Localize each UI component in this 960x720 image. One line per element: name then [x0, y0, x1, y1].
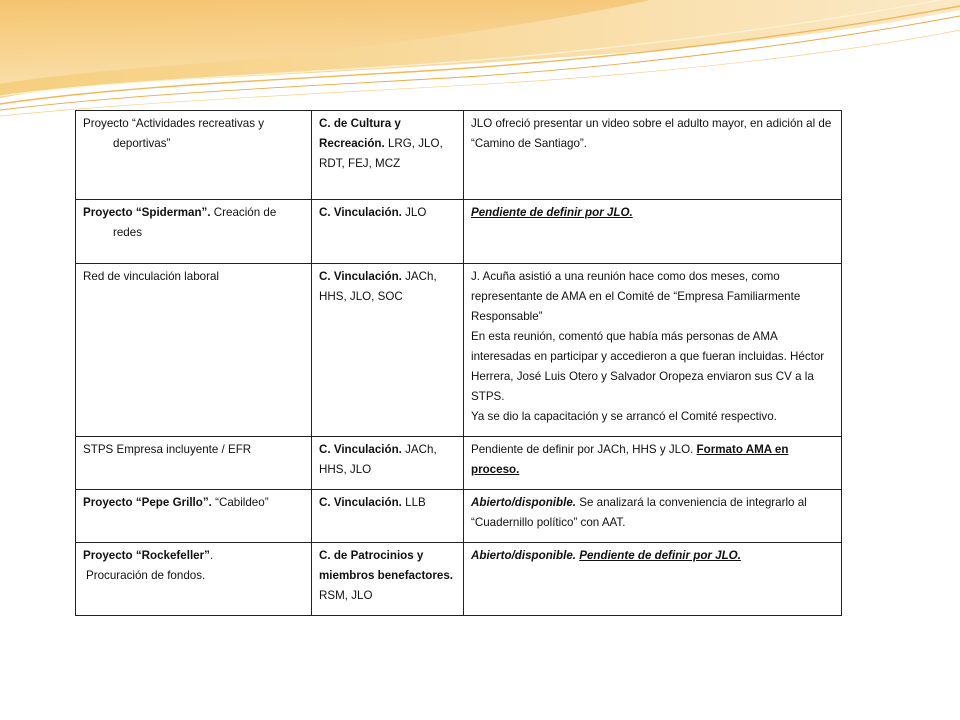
committee-name: C. Vinculación. [319, 270, 402, 283]
table-row [76, 490, 842, 543]
project-cell [76, 200, 312, 264]
table-row [76, 437, 842, 490]
notes-cell [464, 200, 842, 264]
committee-members: JACh, HHS, JLO [319, 443, 437, 476]
notes-text: Pendiente de definir por JACh, HHS y JLO. [471, 443, 697, 456]
project-name-rest: . [209, 549, 214, 562]
notes-paragraph-3: Ya se dio la capacitación y se arrancó el Comité respectivo. [471, 410, 777, 423]
committee-name: C. Vinculación. [319, 206, 402, 219]
notes-cell [464, 490, 842, 543]
committee-members: LLB [401, 496, 426, 509]
committee-cell [312, 200, 464, 264]
committee-name: C. de Cultura y Recreación. [319, 117, 401, 150]
minutes-table [75, 110, 842, 616]
project-name-rest: “Cabildeo” [211, 496, 269, 509]
project-name: Red de vinculación laboral [83, 270, 219, 283]
project-cell [76, 490, 312, 543]
project-name-rest: Creación de redes [113, 206, 277, 239]
project-name: STPS Empresa incluyente / EFR [83, 443, 252, 456]
notes-cell [464, 111, 842, 200]
notes-status: Pendiente de definir por JLO. [471, 206, 633, 219]
notes-paragraph-1: J. Acuña asistió a una reunión hace como dos meses, como representante de AMA en el Comité de “Empresa Familiarmente Responsable” [471, 270, 801, 323]
committee-members: JACh, HHS, JLO, SOC [319, 270, 437, 303]
committee-cell [312, 437, 464, 490]
notes-status: Formato AMA en proceso. [471, 443, 789, 476]
project-cell [76, 111, 312, 200]
project-name-bold: Proyecto “Spiderman”. [83, 206, 211, 219]
table-row [76, 111, 842, 200]
project-cell [76, 437, 312, 490]
committee-name: C. Vinculación. [319, 496, 402, 509]
committee-cell [312, 264, 464, 437]
table-row [76, 200, 842, 264]
notes-text: Se analizará la conveniencia de integrarlo al “Cuadernillo político” con AAT. [471, 496, 807, 529]
notes-cell [464, 543, 842, 616]
notes-cell [464, 264, 842, 437]
committee-members: RSM, JLO [319, 589, 373, 602]
notes-text: JLO ofreció presentar un video sobre el adulto mayor, en adición al de “Camino de Santiago”. [471, 117, 832, 150]
project-name [83, 203, 305, 243]
notes-status-pending: Pendiente de definir por JLO. [579, 549, 741, 562]
project-name-bold: Proyecto “Pepe Grillo”. [83, 496, 212, 509]
project-name-bold: Proyecto “Rockefeller” [83, 549, 210, 562]
notes-status: Abierto/disponible. [471, 549, 576, 562]
header-wave-decoration [0, 0, 960, 120]
notes-paragraph-2: En esta reunión, comentó que había más personas de AMA interesadas en participar y accedieron a que fueran incluidas. Héctor Herrera, José Luis Otero y Salvador Oropeza enviaron sus CV a la STPS. [471, 330, 825, 403]
notes-status: Abierto/disponible. [471, 496, 576, 509]
table-row [76, 264, 842, 437]
committee-members: JLO [401, 206, 427, 219]
project-name [83, 546, 305, 566]
committee-name: C. Vinculación. [319, 443, 402, 456]
committee-name: C. de Patrocinios y miembros benefactores. [319, 549, 454, 582]
committee-members: LRG, JLO, RDT, FEJ, MCZ [319, 137, 443, 170]
committee-cell [312, 490, 464, 543]
project-cell [76, 543, 312, 616]
table-row [76, 543, 842, 616]
project-name: Proyecto “Actividades recreativas y deportivas” [83, 117, 265, 150]
project-description: Procuración de fondos. [86, 569, 206, 582]
committee-cell [312, 543, 464, 616]
committee-cell [312, 111, 464, 200]
project-cell [76, 264, 312, 437]
notes-cell [464, 437, 842, 490]
